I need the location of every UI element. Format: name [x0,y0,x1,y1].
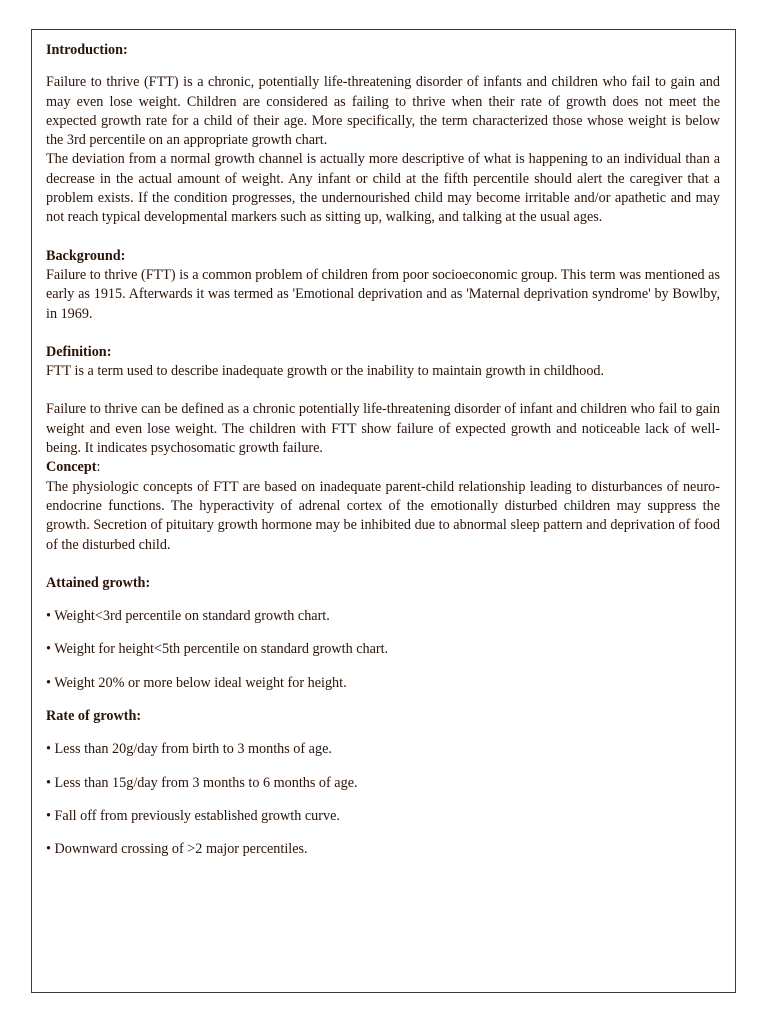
list-item: • Weight for height<5th percentile on standard growth chart. [46,641,389,658]
background-heading: Background: [46,247,126,264]
concept-heading-line [46,458,720,477]
background-paragraph: Failure to thrive (FTT) is a common problem of children from poor socioeconomic group. This term was mentioned as early as 1915. Afterwards it was termed as 'Emotional deprivation and as 'Maternal deprivation syndrome' by Bowlby, in 1969. [46,266,720,322]
attained-growth-heading: Attained growth: [46,574,151,591]
introduction-paragraph-1: Failure to thrive (FTT) is a chronic, potentially life-threatening disorder of infants and children who fail to gain and may even lose weight. Children are considered as failing to thrive when their rate of growth does not meet the expected growth rate for a child of their age. More specifically, the term characterized those whose weight is below the 3rd percentile on an appropriate growth chart. [46,74,720,149]
rate-of-growth-heading: Rate of growth: [46,708,142,725]
definition-paragraph-2: Failure to thrive can be defined as a chronic potentially life-threatening disorder of infant and children who fail to gain weight and even lose weight. The children with FTT show failure of expected growth and noticeable lack of well-being. It indicates psychosomatic growth failure. [46,401,720,457]
document-body [46,41,720,860]
introduction-heading: Introduction: [46,42,128,58]
list-item: • Downward crossing of >2 major percentiles. [46,841,308,858]
list-item: • Less than 20g/day from birth to 3 months of age. [46,741,332,758]
definition-paragraph-1: FTT is a term used to describe inadequate growth or the inability to maintain growth in childhood. [46,363,605,380]
concept-heading: Concept [46,459,97,476]
introduction-paragraph-2: The deviation from a normal growth channel is actually more descriptive of what is happening to an individual than a decrease in the actual amount of weight. Any infant or child at the fifth percentile should alert the caregiver that a problem exists. If the condition progresses, the undernourished child may become irritable and/or apathetic and may not reach typical developmental markers such as sitting up, walking, and talking at the usual ages. [46,151,720,226]
list-item: • Weight 20% or more below ideal weight for height. [46,674,347,691]
concept-colon: : [96,459,101,476]
concept-paragraph: The physiologic concepts of FTT are based on inadequate parent-child relationship leading to disturbances of neuro-endocrine functions. The hyperactivity of adrenal cortex of the emotionally disturbed children may suppress the growth. Secretion of pituitary growth hormone may be inhibited due to abnormal sleep pattern and deprivation of food of the disturbed child. [46,478,720,553]
list-item: • Fall off from previously established growth curve. [46,807,340,824]
definition-heading: Definition: [46,343,112,360]
list-item: • Weight<3rd percentile on standard growth chart. [46,608,330,625]
list-item: • Less than 15g/day from 3 months to 6 months of age. [46,774,358,791]
